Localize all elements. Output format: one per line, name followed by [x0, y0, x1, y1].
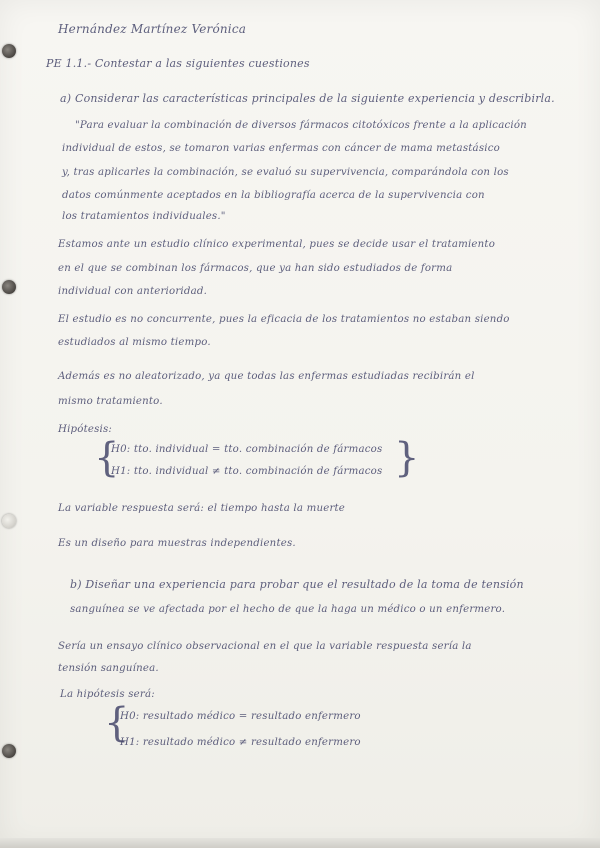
quote-line: individual de estos, se tomaron varias enfermas con cáncer de mama metastásico — [62, 143, 500, 154]
question-a-prompt: a) Considerar las características principales de la siguiente experiencia y describirla. — [60, 92, 555, 105]
student-name: Hernández Martínez Verónica — [58, 22, 247, 36]
alt-hypothesis: H1: resultado médico ≠ resultado enfermero — [120, 737, 361, 748]
page-bottom-edge — [0, 838, 600, 848]
left-brace: { — [104, 700, 130, 746]
right-brace: } — [394, 435, 420, 481]
null-hypothesis: H0: resultado médico = resultado enfermero — [120, 711, 361, 722]
alt-hypothesis: H1: tto. individual ≠ tto. combinación de fármacos — [111, 466, 383, 477]
binder-hole — [2, 744, 16, 758]
binder-hole — [2, 280, 16, 294]
response-variable: La variable respuesta será: el tiempo hasta la muerte — [58, 503, 346, 514]
binder-hole — [2, 44, 16, 58]
quote-line: los tratamientos individuales." — [62, 211, 226, 222]
hypothesis-label: La hipótesis será: — [60, 689, 155, 700]
answer-line: Estamos ante un estudio clínico experimental, pues se decide usar el tratamiento — [58, 239, 496, 250]
answer-line: estudiados al mismo tiempo. — [58, 337, 211, 348]
exercise-title: PE 1.1.- Contestar a las siguientes cuestiones — [46, 57, 310, 70]
quote-line: datos comúnmente aceptados en la bibliografía acerca de la supervivencia con — [62, 190, 485, 201]
left-brace: { — [94, 435, 120, 481]
answer-line: Sería un ensayo clínico observacional en el que la variable respuesta sería la — [58, 641, 472, 652]
question-b-prompt: sanguínea se ve afectada por el hecho de que la haga un médico o un enfermero. — [70, 604, 506, 615]
answer-line: mismo tratamiento. — [58, 396, 163, 407]
answer-line: en el que se combinan los fármacos, que ya han sido estudiados de forma — [58, 263, 453, 274]
binder-hole — [2, 514, 16, 528]
design-note: Es un diseño para muestras independientes. — [58, 538, 296, 549]
question-b-prompt: b) Diseñar una experiencia para probar que el resultado de la toma de tensión — [70, 578, 524, 591]
quote-line: "Para evaluar la combinación de diversos fármacos citotóxicos frente a la aplicación — [75, 120, 527, 131]
answer-line: El estudio es no concurrente, pues la eficacia de los tratamientos no estaban siendo — [58, 314, 510, 325]
answer-line: Además es no aleatorizado, ya que todas las enfermas estudiadas recibirán el — [58, 371, 475, 382]
answer-line: tensión sanguínea. — [58, 663, 159, 674]
answer-line: individual con anterioridad. — [58, 286, 208, 297]
quote-line: y, tras aplicarles la combinación, se evaluó su supervivencia, comparándola con los — [62, 167, 509, 178]
hypothesis-label: Hipótesis: — [58, 424, 113, 435]
null-hypothesis: H0: tto. individual = tto. combinación de fármacos — [111, 444, 383, 455]
